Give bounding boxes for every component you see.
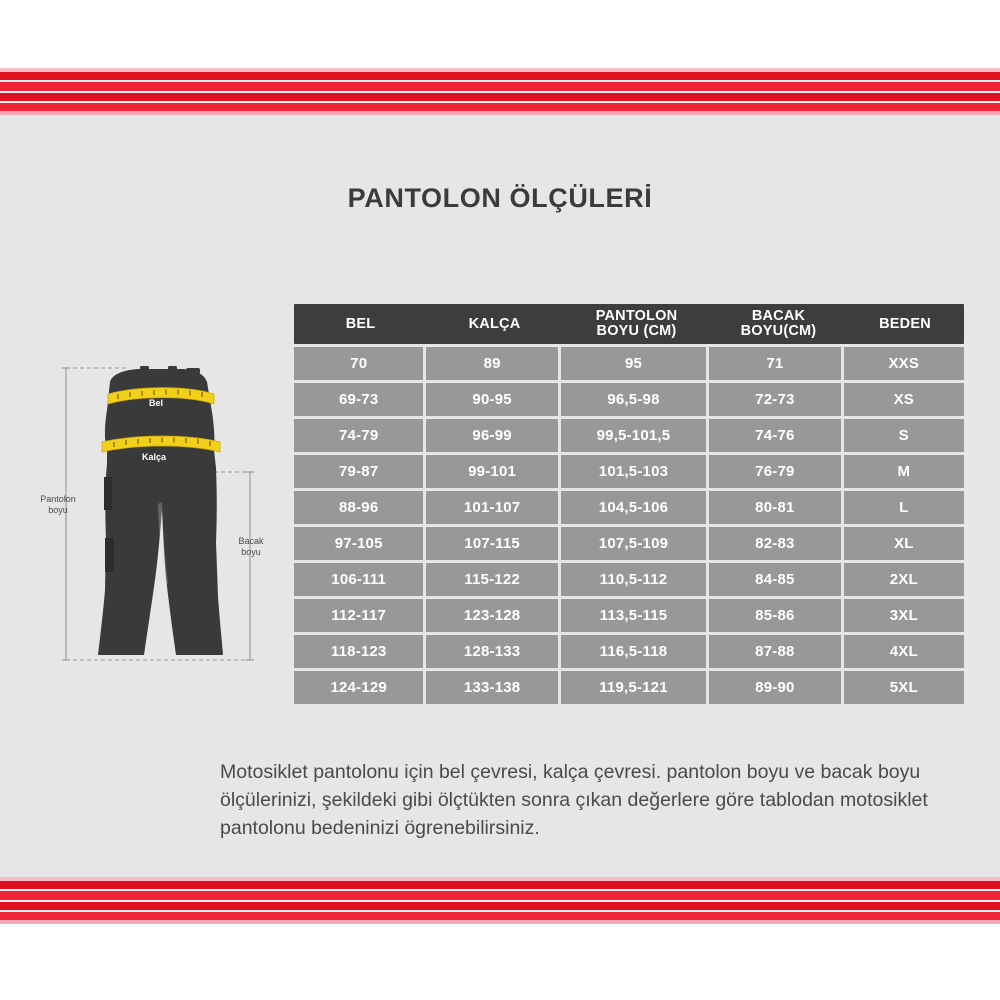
cell-bacak-boyu: 76-79	[709, 455, 840, 488]
leg-length-label	[228, 536, 274, 558]
cell-beden: XXS	[844, 347, 964, 380]
table-row	[294, 599, 964, 632]
stripe-red-6	[0, 891, 1000, 900]
column-header-pantolon-boyu-line2: BOYU (CM)	[596, 323, 677, 339]
stripe-red-7	[0, 902, 1000, 910]
top-stripe-band	[0, 68, 1000, 115]
cell-beden: 3XL	[844, 599, 964, 632]
pants-length-label-line2: boyu	[48, 505, 68, 515]
cell-bel: 97-105	[294, 527, 423, 560]
cell-pantolon-boyu: 113,5-115	[561, 599, 706, 632]
cell-beden: 2XL	[844, 563, 964, 596]
cell-kalca: 133-138	[426, 671, 557, 704]
table-row	[294, 563, 964, 596]
cell-beden: M	[844, 455, 964, 488]
cell-bacak-boyu: 82-83	[709, 527, 840, 560]
cell-pantolon-boyu: 96,5-98	[561, 383, 706, 416]
size-table	[294, 304, 964, 707]
column-header-pantolon-boyu	[562, 309, 711, 339]
cell-beden: XL	[844, 527, 964, 560]
table-row	[294, 455, 964, 488]
cell-kalca: 89	[426, 347, 557, 380]
cell-bel: 70	[294, 347, 423, 380]
cell-bel: 74-79	[294, 419, 423, 452]
cell-bacak-boyu: 84-85	[709, 563, 840, 596]
cell-kalca: 128-133	[426, 635, 557, 668]
cell-kalca: 107-115	[426, 527, 557, 560]
cell-pantolon-boyu: 104,5-106	[561, 491, 706, 524]
cell-beden: L	[844, 491, 964, 524]
waist-label: Bel	[148, 398, 163, 408]
cell-bacak-boyu: 89-90	[709, 671, 840, 704]
table-body	[294, 347, 964, 704]
stripe-red-1	[0, 72, 1000, 80]
cell-beden: XS	[844, 383, 964, 416]
column-header-beden-line1: BEDEN	[879, 315, 931, 332]
column-header-kalca	[427, 317, 562, 332]
cell-bel: 88-96	[294, 491, 423, 524]
pants-shape	[98, 366, 223, 655]
cell-bel: 118-123	[294, 635, 423, 668]
cell-bel: 79-87	[294, 455, 423, 488]
stripe-pink-4	[0, 920, 1000, 924]
cell-bel: 69-73	[294, 383, 423, 416]
column-header-pantolon-boyu-line1: PANTOLON	[595, 308, 678, 324]
cell-bacak-boyu: 85-86	[709, 599, 840, 632]
cell-pantolon-boyu: 119,5-121	[561, 671, 706, 704]
description-text: Motosiklet pantolonu için bel çevresi, kalça çevresi. pantolon boyu ve bacak boyu ölçülerinizi, şekildeki gibi ölçtükten sonra çıkan değerlere göre tablodan motosiklet pantolonu bedeninizi ögrenebilirsiniz.	[220, 761, 928, 839]
cell-kalca: 99-101	[426, 455, 557, 488]
column-header-bel	[294, 317, 427, 332]
cell-bacak-boyu: 72-73	[709, 383, 840, 416]
cell-kalca: 101-107	[426, 491, 557, 524]
cell-bacak-boyu: 87-88	[709, 635, 840, 668]
cell-beden: S	[844, 419, 964, 452]
stripe-red-5	[0, 881, 1000, 889]
column-header-beden	[846, 317, 964, 332]
table-row	[294, 419, 964, 452]
pants-diagram	[18, 342, 308, 682]
leg-length-label-line2: boyu	[241, 547, 261, 557]
cell-kalca: 90-95	[426, 383, 557, 416]
stripe-red-2	[0, 82, 1000, 91]
bottom-stripe-band	[0, 877, 1000, 924]
cell-kalca: 96-99	[426, 419, 557, 452]
cell-pantolon-boyu: 116,5-118	[561, 635, 706, 668]
table-row	[294, 347, 964, 380]
cell-pantolon-boyu: 110,5-112	[561, 563, 706, 596]
stripe-red-8	[0, 912, 1000, 920]
stripe-pink-2	[0, 111, 1000, 115]
column-header-bacak-boyu	[711, 309, 846, 339]
column-header-kalca-line1: KALÇA	[468, 315, 521, 332]
pants-length-label-line1: Pantolon	[40, 494, 76, 504]
cell-beden: 4XL	[844, 635, 964, 668]
cell-bel: 112-117	[294, 599, 423, 632]
cell-bel: 124-129	[294, 671, 423, 704]
hip-label: Kalça	[141, 452, 167, 462]
cell-bacak-boyu: 71	[709, 347, 840, 380]
stripe-red-4	[0, 103, 1000, 111]
cell-pantolon-boyu: 107,5-109	[561, 527, 706, 560]
cell-kalca: 123-128	[426, 599, 557, 632]
page-title: PANTOLON ÖLÇÜLERİ	[347, 183, 653, 213]
table-row	[294, 527, 964, 560]
cell-kalca: 115-122	[426, 563, 557, 596]
column-header-bel-line1: BEL	[345, 315, 376, 332]
table-row	[294, 383, 964, 416]
column-header-bacak-boyu-line2: BOYU(CM)	[740, 323, 817, 339]
cell-bacak-boyu: 80-81	[709, 491, 840, 524]
pants-length-label	[30, 494, 86, 516]
table-row	[294, 671, 964, 704]
table-row	[294, 491, 964, 524]
stripe-red-3	[0, 93, 1000, 101]
cell-bel: 106-111	[294, 563, 423, 596]
cell-beden: 5XL	[844, 671, 964, 704]
column-header-bacak-boyu-line1: BACAK	[751, 308, 806, 324]
cell-bacak-boyu: 74-76	[709, 419, 840, 452]
table-header-row	[294, 304, 964, 344]
leg-length-label-line1: Bacak	[238, 536, 264, 546]
cell-pantolon-boyu: 95	[561, 347, 706, 380]
cell-pantolon-boyu: 99,5-101,5	[561, 419, 706, 452]
cell-pantolon-boyu: 101,5-103	[561, 455, 706, 488]
table-row	[294, 635, 964, 668]
